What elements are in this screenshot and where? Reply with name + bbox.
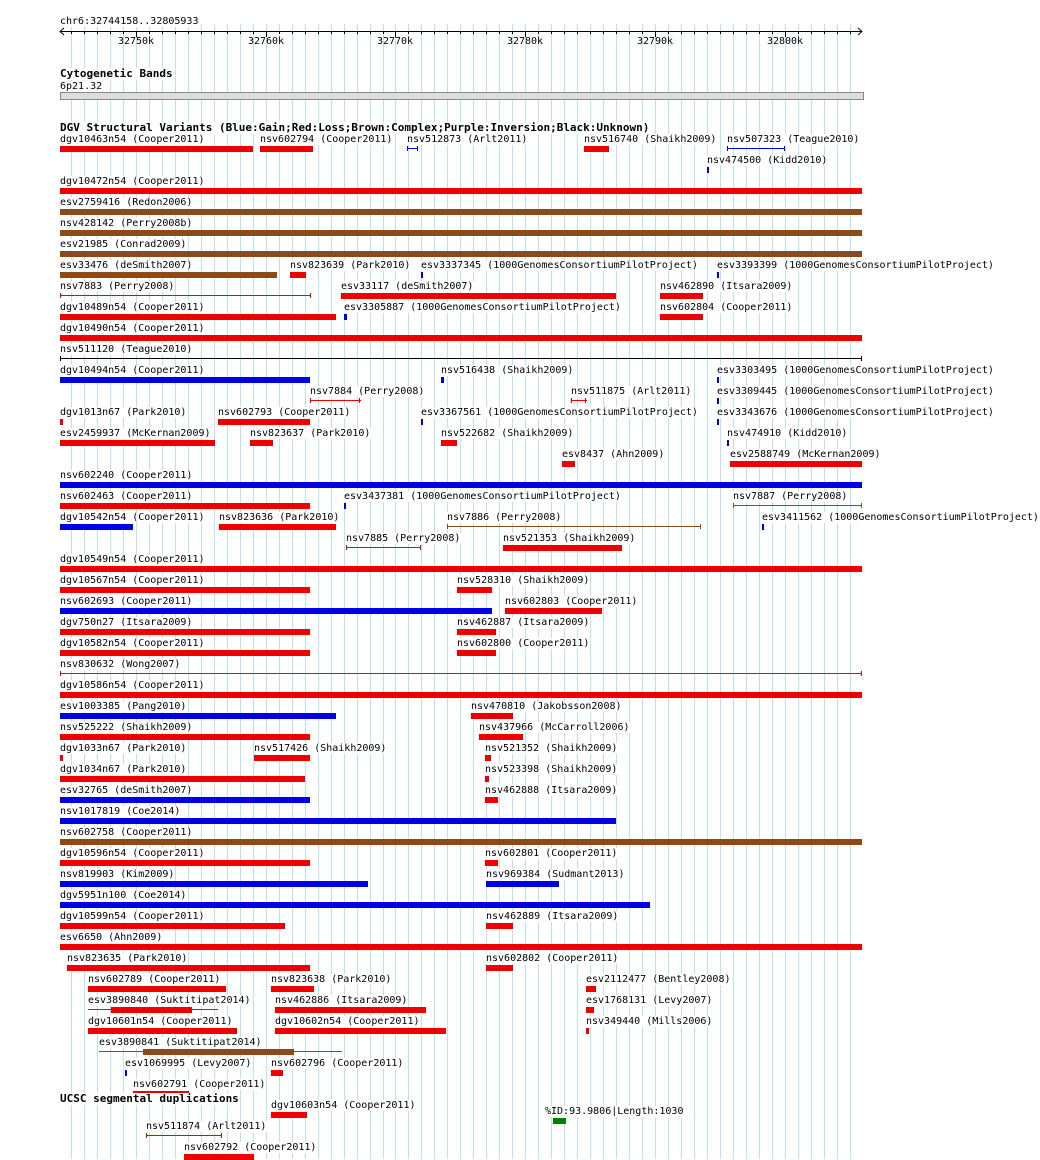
variant-label[interactable]: esv3437381 (1000GenomesConsortiumPilotProject) <box>344 491 621 502</box>
variant-label[interactable]: dgv750n27 (Itsara2009) <box>60 617 193 628</box>
variant-bar[interactable] <box>441 377 444 383</box>
variant-label[interactable]: esv3303495 (1000GenomesConsortiumPilotProject) <box>717 365 994 376</box>
variant-bar[interactable] <box>717 377 719 383</box>
variant-label[interactable]: esv8437 (Ahn2009) <box>562 449 665 460</box>
variant-bar[interactable] <box>60 209 862 215</box>
variant-end-tick <box>60 293 61 298</box>
variant-bar[interactable] <box>275 1007 426 1013</box>
variant-bar[interactable] <box>125 1070 127 1076</box>
variant-bar[interactable] <box>586 986 596 992</box>
variant-bar[interactable] <box>60 608 492 614</box>
variant-label[interactable]: esv21985 (Conrad2009) <box>60 239 187 250</box>
variant-line[interactable] <box>727 148 785 149</box>
variant-label[interactable]: nsv602800 (Cooper2011) <box>457 638 590 649</box>
variant-label[interactable]: dgv10596n54 (Cooper2011) <box>60 848 205 859</box>
segdup-feature-label: %ID:93.9806|Length:1030 <box>545 1106 684 1117</box>
variant-label[interactable]: nsv511875 (Arlt2011) <box>571 386 692 397</box>
variant-bar[interactable] <box>60 860 310 866</box>
variant-label[interactable]: esv2459937 (McKernan2009) <box>60 428 211 439</box>
variant-bar[interactable] <box>717 419 719 425</box>
variant-label[interactable]: nsv528310 (Shaikh2009) <box>457 575 590 586</box>
variant-label[interactable]: nsv823637 (Park2010) <box>250 428 371 439</box>
variant-label[interactable]: dgv10463n54 (Cooper2011) <box>60 134 205 145</box>
variant-end-tick <box>60 356 61 361</box>
variant-label[interactable]: esv1069995 (Levy2007) <box>125 1058 252 1069</box>
variant-bar[interactable] <box>60 713 336 719</box>
variant-label[interactable]: nsv602791 (Cooper2011) <box>133 1079 266 1090</box>
variant-bar[interactable] <box>60 566 862 572</box>
variant-label[interactable]: nsv349440 (Mills2006) <box>586 1016 713 1027</box>
variant-bar[interactable] <box>60 377 310 383</box>
variant-label[interactable]: esv3337345 (1000GenomesConsortiumPilotProject) <box>421 260 698 271</box>
variant-end-tick <box>571 398 572 403</box>
variant-bar[interactable] <box>457 650 496 656</box>
variant-label[interactable]: esv3890840 (Suktitipat2014) <box>88 995 251 1006</box>
variant-bar[interactable] <box>250 440 273 446</box>
variant-bar[interactable] <box>260 146 313 152</box>
variant-bar[interactable] <box>60 692 862 698</box>
variant-label[interactable]: dgv10494n54 (Cooper2011) <box>60 365 205 376</box>
variant-end-tick <box>861 356 862 361</box>
variant-label[interactable]: nsv462887 (Itsara2009) <box>457 617 590 628</box>
variant-label[interactable]: nsv823636 (Park2010) <box>219 512 340 523</box>
variant-bar[interactable] <box>290 272 306 278</box>
variant-end-tick <box>861 671 862 676</box>
variant-end-tick <box>359 398 360 403</box>
variant-label[interactable]: dgv10542n54 (Cooper2011) <box>60 512 205 523</box>
variant-label[interactable]: nsv602803 (Cooper2011) <box>505 596 638 607</box>
variant-label[interactable]: nsv474910 (Kidd2010) <box>727 428 848 439</box>
variant-bar[interactable] <box>60 776 305 782</box>
variant-label[interactable]: dgv10549n54 (Cooper2011) <box>60 554 205 565</box>
variant-label[interactable]: nsv521353 (Shaikh2009) <box>503 533 636 544</box>
variant-end-tick <box>784 146 785 151</box>
variant-line[interactable] <box>346 547 421 548</box>
variant-label[interactable]: nsv516740 (Shaikh2009) <box>584 134 717 145</box>
variant-label[interactable]: nsv523398 (Shaikh2009) <box>485 764 618 775</box>
dgv-track-title: DGV Structural Variants (Blue:Gain;Red:Loss;Brown:Complex;Purple:Inversion;Black:Unknown) <box>60 121 650 134</box>
variant-label[interactable]: nsv830632 (Wong2007) <box>60 659 181 670</box>
ruler-tick-label: 32780k <box>506 36 544 47</box>
ruler-tick-label: 32750k <box>117 36 155 47</box>
variant-label[interactable]: dgv10601n54 (Cooper2011) <box>88 1016 233 1027</box>
variant-label[interactable]: dgv10599n54 (Cooper2011) <box>60 911 205 922</box>
variant-bar[interactable] <box>88 986 226 992</box>
variant-end-tick <box>447 524 448 529</box>
variant-end-tick <box>310 398 311 403</box>
variant-bar[interactable] <box>485 755 491 761</box>
variant-label[interactable]: dgv5951n100 (Coe2014) <box>60 890 187 901</box>
variant-label[interactable]: dgv10567n54 (Cooper2011) <box>60 575 205 586</box>
ruler-tick-label: 32790k <box>636 36 674 47</box>
variant-end-tick <box>700 524 701 529</box>
variant-label[interactable]: nsv602792 (Cooper2011) <box>184 1142 317 1153</box>
variant-label[interactable]: dgv10603n54 (Cooper2011) <box>271 1100 416 1111</box>
variant-label[interactable]: nsv602789 (Cooper2011) <box>88 974 221 985</box>
variant-label[interactable]: dgv10582n54 (Cooper2011) <box>60 638 205 649</box>
variant-end-tick <box>407 146 408 151</box>
variant-bar[interactable] <box>271 1112 307 1118</box>
variant-label[interactable]: esv3309445 (1000GenomesConsortiumPilotProject) <box>717 386 994 397</box>
variant-bar[interactable] <box>60 146 253 152</box>
variant-label[interactable]: esv2759416 (Redon2006) <box>60 197 193 208</box>
variant-bar[interactable] <box>421 419 423 425</box>
variant-bar[interactable] <box>485 797 498 803</box>
variant-line[interactable] <box>407 148 417 149</box>
variant-bar[interactable] <box>584 146 609 152</box>
variant-bar[interactable] <box>60 272 277 278</box>
variant-label[interactable]: nsv525222 (Shaikh2009) <box>60 722 193 733</box>
variant-bar[interactable] <box>60 419 63 425</box>
variant-bar[interactable] <box>485 776 489 782</box>
variant-label[interactable]: nsv7884 (Perry2008) <box>310 386 425 397</box>
variant-bar[interactable] <box>60 524 133 530</box>
variant-bar[interactable] <box>60 818 616 824</box>
variant-label[interactable]: nsv511120 (Teague2010) <box>60 344 193 355</box>
variant-end-tick <box>60 671 61 676</box>
variant-bar[interactable] <box>503 545 622 551</box>
variant-line[interactable] <box>733 505 862 506</box>
cytoband-bar[interactable] <box>60 92 864 100</box>
variant-line[interactable] <box>447 526 700 527</box>
variant-bar[interactable] <box>60 755 63 761</box>
variant-label[interactable]: nsv602794 (Cooper2011) <box>260 134 393 145</box>
variant-bar[interactable] <box>218 419 310 425</box>
variant-label[interactable]: dgv10586n54 (Cooper2011) <box>60 680 205 691</box>
variant-label[interactable]: nsv521352 (Shaikh2009) <box>485 743 618 754</box>
variant-label[interactable]: esv3367561 (1000GenomesConsortiumPilotProject) <box>421 407 698 418</box>
segdup-feature-bar[interactable] <box>553 1118 566 1124</box>
variant-bar[interactable] <box>505 608 602 614</box>
variant-bar[interactable] <box>60 587 310 593</box>
variant-label[interactable]: nsv507323 (Teague2010) <box>727 134 860 145</box>
variant-label[interactable]: nsv602801 (Cooper2011) <box>485 848 618 859</box>
variant-bar[interactable] <box>184 1154 254 1160</box>
variant-bar[interactable] <box>275 1028 446 1034</box>
variant-label[interactable]: nsv462886 (Itsara2009) <box>275 995 408 1006</box>
variant-end-tick <box>733 503 734 508</box>
variant-label[interactable]: nsv474500 (Kidd2010) <box>707 155 828 166</box>
variant-bar[interactable] <box>60 482 862 488</box>
variant-label[interactable]: dgv1034n67 (Park2010) <box>60 764 187 775</box>
variant-label[interactable]: esv1768131 (Levy2007) <box>586 995 713 1006</box>
variant-end-tick <box>861 503 862 508</box>
variant-bar[interactable] <box>707 167 709 173</box>
variant-bar[interactable] <box>562 461 575 467</box>
position-label: chr6:32744158..32805933 <box>60 16 199 27</box>
variant-bar[interactable] <box>660 293 703 299</box>
cytoband-label: 6p21.32 <box>60 81 103 92</box>
variant-bar[interactable] <box>111 1007 192 1013</box>
variant-label[interactable]: nsv7887 (Perry2008) <box>733 491 848 502</box>
variant-end-tick <box>420 545 421 550</box>
variant-bar[interactable] <box>457 629 496 635</box>
variant-bar[interactable] <box>717 398 719 404</box>
ruler-tick-label: 32770k <box>376 36 414 47</box>
variant-bar[interactable] <box>60 902 650 908</box>
variant-label[interactable]: dgv10602n54 (Cooper2011) <box>275 1016 420 1027</box>
variant-bar[interactable] <box>60 797 310 803</box>
variant-bar[interactable] <box>143 1049 294 1055</box>
variant-label[interactable]: dgv1033n67 (Park2010) <box>60 743 187 754</box>
variant-label[interactable]: dgv1013n67 (Park2010) <box>60 407 187 418</box>
variant-bar[interactable] <box>60 650 310 656</box>
variant-bar[interactable] <box>60 503 310 509</box>
variant-end-tick <box>310 293 311 298</box>
variant-end-tick <box>146 1133 147 1138</box>
variant-bar[interactable] <box>471 713 513 719</box>
variant-label[interactable]: nsv602796 (Cooper2011) <box>271 1058 404 1069</box>
variant-bar[interactable] <box>762 524 764 530</box>
variant-label[interactable]: dgv10490n54 (Cooper2011) <box>60 323 205 334</box>
variant-bar[interactable] <box>254 755 310 761</box>
variant-label[interactable]: esv32765 (deSmith2007) <box>60 785 193 796</box>
variant-bar[interactable] <box>421 272 423 278</box>
variant-label[interactable]: nsv516438 (Shaikh2009) <box>441 365 574 376</box>
variant-end-tick <box>585 398 586 403</box>
variant-label[interactable]: esv3343676 (1000GenomesConsortiumPilotProject) <box>717 407 994 418</box>
ruler-tick-label: 32800k <box>766 36 804 47</box>
variant-bar[interactable] <box>344 314 347 320</box>
variant-line[interactable] <box>60 673 862 674</box>
variant-bar[interactable] <box>271 986 314 992</box>
variant-bar[interactable] <box>60 629 310 635</box>
variant-label[interactable]: esv3393399 (1000GenomesConsortiumPilotProject) <box>717 260 994 271</box>
ruler-tick-label: 32760k <box>247 36 285 47</box>
variant-label[interactable]: nsv602758 (Cooper2011) <box>60 827 193 838</box>
variant-label[interactable]: nsv7885 (Perry2008) <box>346 533 461 544</box>
variant-label[interactable]: esv2112477 (Bentley2008) <box>586 974 731 985</box>
variant-label[interactable]: esv33117 (deSmith2007) <box>341 281 474 292</box>
variant-end-tick <box>727 146 728 151</box>
variant-label[interactable]: nsv522682 (Shaikh2009) <box>441 428 574 439</box>
variant-end-tick <box>221 1133 222 1138</box>
variant-bar[interactable] <box>60 251 862 257</box>
variant-bar[interactable] <box>60 881 368 887</box>
variant-label[interactable]: nsv823639 (Park2010) <box>290 260 411 271</box>
variant-label[interactable]: nsv7883 (Perry2008) <box>60 281 175 292</box>
variant-label[interactable]: nsv602802 (Cooper2011) <box>486 953 619 964</box>
variant-bar[interactable] <box>479 734 523 740</box>
variant-bar[interactable] <box>457 587 492 593</box>
variant-label[interactable]: nsv462888 (Itsara2009) <box>485 785 618 796</box>
variant-label[interactable]: dgv10489n54 (Cooper2011) <box>60 302 205 313</box>
variant-bar[interactable] <box>60 923 285 929</box>
variant-label[interactable]: nsv823635 (Park2010) <box>67 953 188 964</box>
variant-line[interactable] <box>60 358 862 359</box>
variant-label[interactable]: nsv470810 (Jakobsson2008) <box>471 701 622 712</box>
variant-bar[interactable] <box>486 881 559 887</box>
variant-bar[interactable] <box>88 1028 237 1034</box>
variant-bar[interactable] <box>60 839 862 845</box>
variant-label[interactable]: nsv517426 (Shaikh2009) <box>254 743 387 754</box>
variant-bar[interactable] <box>341 293 616 299</box>
variant-label[interactable]: nsv428142 (Perry2008b) <box>60 218 193 229</box>
variant-label[interactable]: nsv602240 (Cooper2011) <box>60 470 193 481</box>
variant-label[interactable]: nsv511874 (Arlt2011) <box>146 1121 267 1132</box>
variant-label[interactable]: nsv7886 (Perry2008) <box>447 512 562 523</box>
variant-label[interactable]: esv3411562 (1000GenomesConsortiumPilotProject) <box>762 512 1039 523</box>
variant-bar[interactable] <box>60 335 862 341</box>
variant-label[interactable]: nsv602693 (Cooper2011) <box>60 596 193 607</box>
variant-label[interactable]: esv3890841 (Suktitipat2014) <box>99 1037 262 1048</box>
variant-bar[interactable] <box>67 965 310 971</box>
variant-bar[interactable] <box>271 1070 283 1076</box>
variant-label[interactable]: esv6650 (Ahn2009) <box>60 932 163 943</box>
variant-bar[interactable] <box>344 503 346 509</box>
variant-bar[interactable] <box>60 188 862 194</box>
variant-label[interactable]: nsv602804 (Cooper2011) <box>660 302 793 313</box>
variant-bar[interactable] <box>730 461 862 467</box>
variant-end-tick <box>346 545 347 550</box>
variant-bar[interactable] <box>586 1007 594 1013</box>
variant-bar[interactable] <box>60 440 215 446</box>
variant-line[interactable] <box>310 400 361 401</box>
cytobands-title: Cytogenetic Bands <box>60 67 173 80</box>
segdups-track-title: UCSC segmental duplications <box>60 1092 239 1105</box>
variant-bar[interactable] <box>660 314 703 320</box>
variant-bar[interactable] <box>60 230 862 236</box>
variant-line[interactable] <box>146 1135 221 1136</box>
variant-label[interactable]: nsv437966 (McCarroll2006) <box>479 722 630 733</box>
variant-label[interactable]: esv3305887 (1000GenomesConsortiumPilotProject) <box>344 302 621 313</box>
variant-label[interactable]: nsv1017819 (Coe2014) <box>60 806 181 817</box>
variant-label[interactable]: dgv10472n54 (Cooper2011) <box>60 176 205 187</box>
variant-label[interactable]: nsv602793 (Cooper2011) <box>218 407 351 418</box>
variant-label[interactable]: nsv823638 (Park2010) <box>271 974 392 985</box>
variant-label[interactable]: nsv462890 (Itsara2009) <box>660 281 793 292</box>
variant-label[interactable]: esv1003385 (Pang2010) <box>60 701 187 712</box>
variant-label[interactable]: nsv819903 (Kim2009) <box>60 869 175 880</box>
variant-bar[interactable] <box>60 314 336 320</box>
variant-bar[interactable] <box>60 734 310 740</box>
variant-line[interactable] <box>60 295 311 296</box>
variant-label[interactable]: esv2588749 (McKernan2009) <box>730 449 881 460</box>
variant-label[interactable]: nsv969384 (Sudmant2013) <box>486 869 625 880</box>
variant-bar[interactable] <box>486 965 513 971</box>
variant-bar[interactable] <box>441 440 457 446</box>
variant-bar[interactable] <box>717 272 719 278</box>
variant-label[interactable]: nsv602463 (Cooper2011) <box>60 491 193 502</box>
variant-label[interactable]: esv33476 (deSmith2007) <box>60 260 193 271</box>
variant-bar[interactable] <box>727 440 729 446</box>
variant-bar[interactable] <box>486 923 513 929</box>
variant-bar[interactable] <box>60 944 862 950</box>
variant-bar[interactable] <box>586 1028 589 1034</box>
variant-label[interactable]: nsv512873 (Arlt2011) <box>407 134 528 145</box>
variant-bar[interactable] <box>485 860 498 866</box>
variant-end-tick <box>417 146 418 151</box>
variant-bar[interactable] <box>219 524 336 530</box>
variant-label[interactable]: nsv462889 (Itsara2009) <box>486 911 619 922</box>
